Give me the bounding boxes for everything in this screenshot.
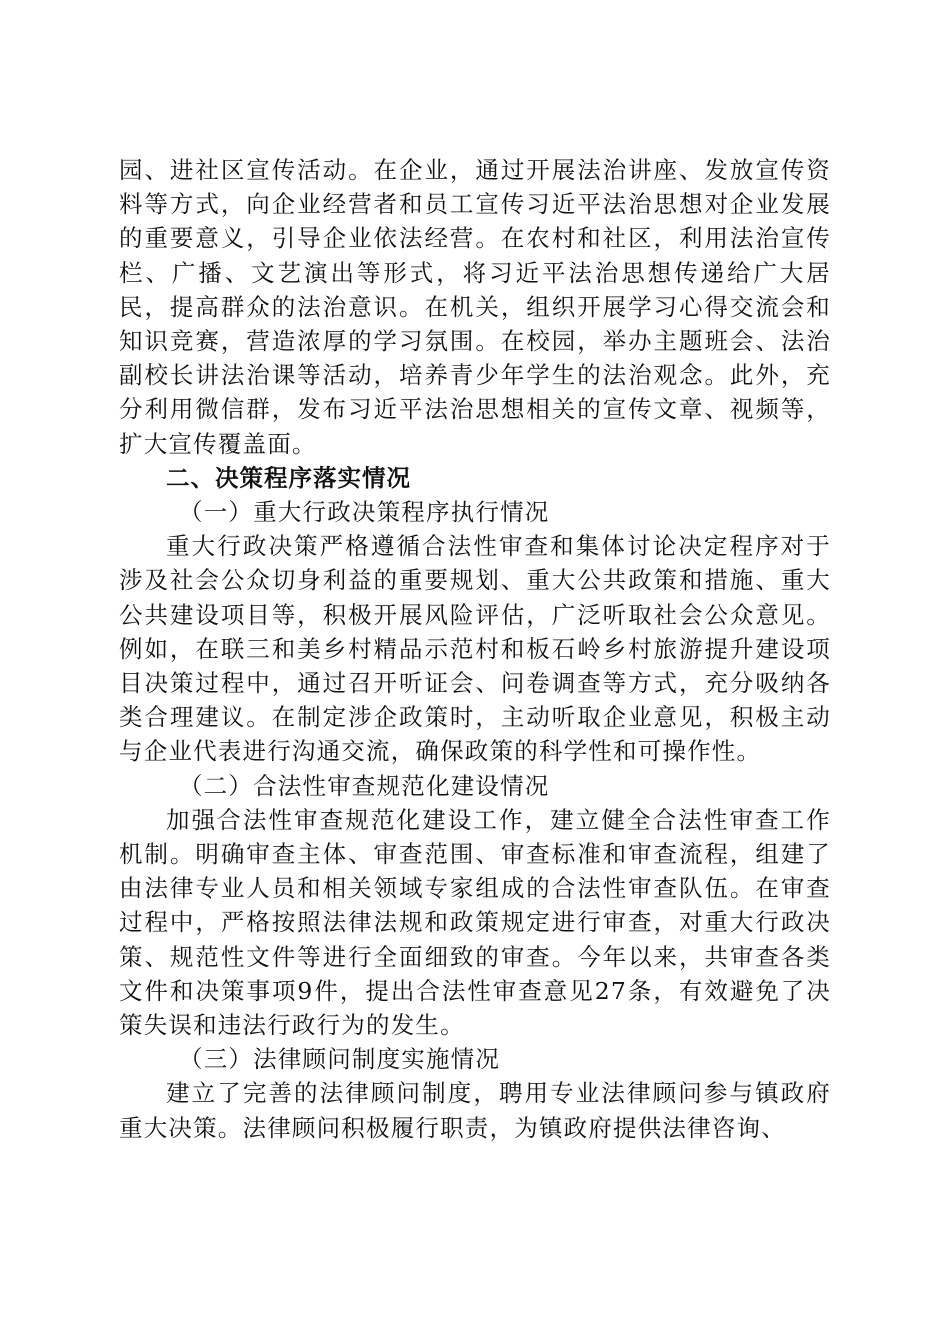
- subsection-heading-major-decisions: （一）重大行政决策程序执行情况: [179, 498, 550, 527]
- paragraph-legality-review: 加强合法性审查规范化建设工作，建立健全合法性审查工作机制。明确审查主体、审查范围、审查标准和审查流程，组建了由法律专业人员和相关领域专家组成的合法性审查队伍。在审查过程中，严格按照法律法规和政策规定进行审查，对重大行政决策、规范性文件等进行全面细致的审查。今年以来，共审查各类文件和决策事项9件，提出合法性审查意见27条，有效避免了决策失误和违法行政行为的发生。: [119, 805, 831, 1040]
- subsection-heading-legal-counsel: （三）法律顾问制度实施情况: [179, 1045, 501, 1074]
- section-heading-decision-procedures: 二、决策程序落实情况: [166, 463, 411, 492]
- paragraph-legal-counsel: 建立了完善的法律顾问制度，聘用专业法律顾问参与镇政府重大决策。法律顾问积极履行职责，为镇政府提供法律咨询、: [119, 1079, 831, 1142]
- paragraph-major-decisions: 重大行政决策严格遵循合法性审查和集体讨论决定程序对于涉及社会公众切身利益的重要规划、重大公共政策和措施、重大公共建设项目等，积极开展风险评估，广泛听取社会公众意见。例如，在联三和美乡村精品示范村和板石岭乡村旅游提升建设项目决策过程中，通过召开听证会、问卷调查等方式，充分吸纳各类合理建议。在制定涉企政策时，主动听取企业意见，积极主动与企业代表进行沟通交流，确保政策的科学性和可操作性。: [119, 532, 831, 766]
- subsection-heading-legality-review: （二）合法性审查规范化建设情况: [179, 771, 550, 800]
- document-body: [119, 153, 831, 1145]
- paragraph-continuation: 园、进社区宣传活动。在企业，通过开展法治讲座、发放宣传资料等方式，向企业经营者和员工宣传习近平法治思想对企业发展的重要意义，引导企业依法经营。在农村和社区，利用法治宣传栏、广播、文艺演出等形式，将习近平法治思想传递给广大居民，提高群众的法治意识。在机关，组织开展学习心得交流会和知识竞赛，营造浓厚的学习氛围。在校园，举办主题班会、法治副校长讲法治课等活动，培养青少年学生的法治观念。此外，充分利用微信群，发布习近平法治思想相关的宣传文章、视频等，扩大宣传覆盖面。: [119, 156, 831, 458]
